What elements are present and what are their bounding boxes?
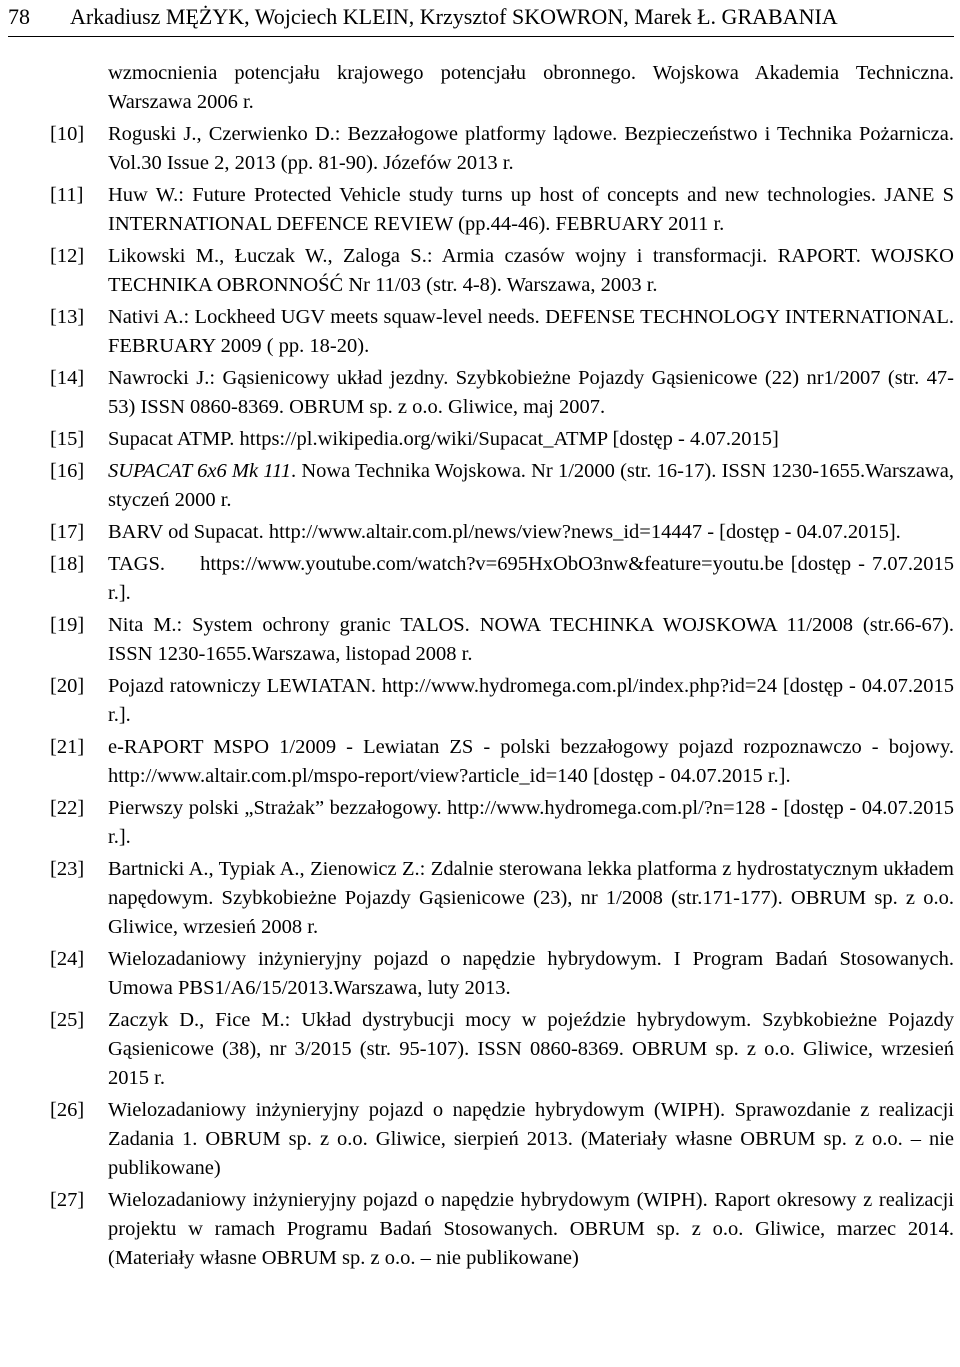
reference-italic-title: SUPACAT 6x6 Mk 111 bbox=[108, 460, 291, 482]
reference-label: [16] bbox=[50, 460, 85, 482]
reference-item bbox=[50, 518, 954, 547]
reference-label: [19] bbox=[50, 614, 85, 636]
reference-text: Pierwszy polski „Strażak” bezzałogowy. http://www.hydromega.com.pl/?n=128 - [dostęp - 04.07.2015 r.]. bbox=[108, 797, 954, 848]
reference-item bbox=[50, 364, 954, 422]
reference-label: [25] bbox=[50, 1009, 85, 1031]
reference-label: [17] bbox=[50, 521, 85, 543]
reference-text: Nativi A.: Lockheed UGV meets squaw-level needs. DEFENSE TECHNOLOGY INTERNATIONAL. FEBRUARY 2009 ( pp. 18-20). bbox=[108, 306, 954, 357]
reference-label: [27] bbox=[50, 1189, 85, 1211]
reference-item bbox=[50, 1006, 954, 1093]
reference-text: Nita M.: System ochrony granic TALOS. NOWA TECHINKA WOJSKOWA 11/2008 (str.66-67). ISSN 1230-1655.Warszawa, listopad 2008 r. bbox=[108, 614, 954, 665]
reference-text: Huw W.: Future Protected Vehicle study turns up host of concepts and new technologies. JANE S INTERNATIONAL DEFENCE REVIEW (pp.44-46). FEBRUARY 2011 r. bbox=[108, 184, 954, 235]
reference-text-wrapper bbox=[108, 457, 954, 515]
reference-text: . Nowa Technika Wojskowa. Nr 1/2000 (str. 16-17). ISSN 1230-1655.Warszawa, styczeń 2000 r. bbox=[108, 460, 955, 511]
reference-text: Roguski J., Czerwienko D.: Bezzałogowe platformy lądowe. Bezpieczeństwo i Technika Pożarnicza. Vol.30 Issue 2, 2013 (pp. 81-90). Józefów 2013 r. bbox=[108, 123, 954, 174]
reference-label: [23] bbox=[50, 858, 85, 880]
reference-text: Wielozadaniowy inżynieryjny pojazd o napędzie hybrydowym (WIPH). Sprawozdanie z realizacji Zadania 1. OBRUM sp. z o.o. Gliwice, sierpień 2013. (Materiały własne OBRUM sp. z o.o. – nie publikowane) bbox=[108, 1099, 954, 1179]
reference-item bbox=[50, 550, 960, 608]
reference-label: [26] bbox=[50, 1099, 85, 1121]
reference-item bbox=[50, 425, 954, 454]
reference-label: [10] bbox=[50, 123, 85, 145]
reference-text: e-RAPORT MSPO 1/2009 - Lewiatan ZS - polski bezzałogowy pojazd rozpoznawczo - bojowy. http://www.altair.com.pl/mspo-report/view?article_id=140 [dostęp - 04.07.2015 r.]. bbox=[108, 736, 954, 787]
reference-item bbox=[50, 457, 954, 515]
reference-label: [18] bbox=[50, 553, 85, 575]
reference-item bbox=[50, 1096, 954, 1183]
reference-text: BARV od Supacat. http://www.altair.com.pl/news/view?news_id=14447 - [dostęp - 04.07.2015]. bbox=[108, 521, 901, 543]
reference-list bbox=[50, 59, 960, 1273]
reference-text: TAGS. https://www.youtube.com/watch?v=695HxObO3nw&feature=youtu.be [dostęp - 7.07.2015 r.]. bbox=[108, 553, 960, 604]
reference-item bbox=[50, 945, 954, 1003]
reference-item bbox=[50, 733, 954, 791]
reference-item bbox=[50, 242, 954, 300]
reference-text: Pojazd ratowniczy LEWIATAN. http://www.hydromega.com.pl/index.php?id=24 [dostęp - 04.07.2015 r.]. bbox=[108, 675, 954, 726]
reference-label: [13] bbox=[50, 306, 85, 328]
reference-text: Bartnicki A., Typiak A., Zienowicz Z.: Zdalnie sterowana lekka platforma z hydrostatycznym układem napędowym. Szybkobieżne Pojazdy Gąsienicowe (23), nr 1/2008 (str.171-177). OBRUM sp. z o.o. Gliwice, wrzesień 2008 r. bbox=[108, 858, 954, 938]
reference-label: [24] bbox=[50, 948, 85, 970]
reference-item bbox=[50, 181, 954, 239]
reference-label: [21] bbox=[50, 736, 85, 758]
page-number: 78 bbox=[8, 4, 30, 29]
reference-label: [14] bbox=[50, 367, 85, 389]
reference-text: Nawrocki J.: Gąsienicowy układ jezdny. Szybkobieżne Pojazdy Gąsienicowe (22) nr1/2007 (str. 47-53) ISSN 0860-8369. OBRUM sp. z o.o. Gliwice, maj 2007. bbox=[108, 367, 954, 418]
header-authors: Arkadiusz MĘŻYK, Wojciech KLEIN, Krzysztof SKOWRON, Marek Ł. GRABANIA bbox=[70, 4, 838, 29]
reference-item bbox=[50, 672, 954, 730]
reference-label: [11] bbox=[50, 184, 84, 206]
reference-item bbox=[50, 1186, 954, 1273]
reference-item bbox=[50, 120, 954, 178]
reference-text: Wielozadaniowy inżynieryjny pojazd o napędzie hybrydowym. I Program Badań Stosowanych. Umowa PBS1/A6/15/2013.Warszawa, luty 2013. bbox=[108, 948, 954, 999]
reference-text: Zaczyk D., Fice M.: Układ dystrybucji mocy w pojeździe hybrydowym. Szybkobieżne Pojazdy Gąsienicowe (38), nr 3/2015 (str. 95-107). ISSN 0860-8369. OBRUM sp. z o.o. Gliwice, wrzesień 2015 r. bbox=[108, 1009, 954, 1089]
reference-item bbox=[50, 794, 954, 852]
reference-item bbox=[50, 611, 954, 669]
reference-label: [20] bbox=[50, 675, 85, 697]
page-header bbox=[8, 2, 954, 37]
reference-text: Supacat ATMP. https://pl.wikipedia.org/wiki/Supacat_ATMP [dostęp - 4.07.2015] bbox=[108, 428, 779, 450]
reference-text: Wielozadaniowy inżynieryjny pojazd o napędzie hybrydowym (WIPH). Raport okresowy z realizacji projektu w ramach Programu Badań Stosowanych. OBRUM sp. z o.o. Gliwice, marzec 2014. (Materiały własne OBRUM sp. z o.o. – nie publikowane) bbox=[108, 1189, 954, 1269]
reference-item bbox=[50, 303, 954, 361]
reference-item bbox=[50, 855, 954, 942]
reference-label: [12] bbox=[50, 245, 85, 267]
reference-continuation: wzmocnienia potencjału krajowego potencjału obronnego. Wojskowa Akademia Techniczna. Warszawa 2006 r. bbox=[108, 62, 954, 113]
reference-text: Likowski M., Łuczak W., Zaloga S.: Armia czasów wojny i transformacji. RAPORT. WOJSKO TECHNIKA OBRONNOŚĆ Nr 11/03 (str. 4-8). Warszawa, 2003 r. bbox=[108, 245, 954, 296]
reference-label: [15] bbox=[50, 428, 85, 450]
reference-label: [22] bbox=[50, 797, 85, 819]
